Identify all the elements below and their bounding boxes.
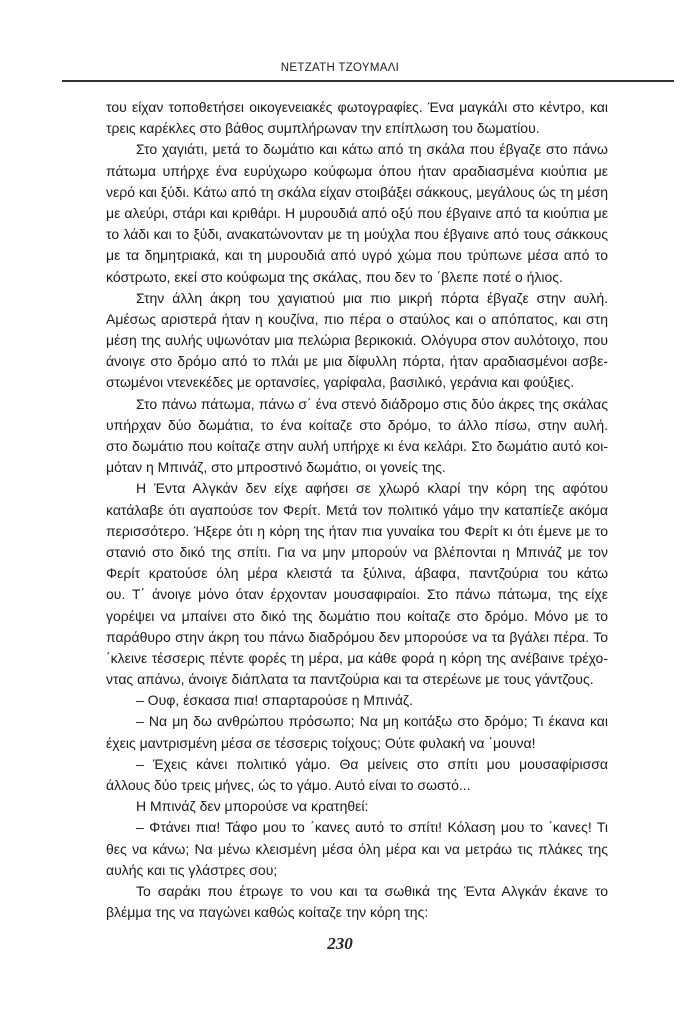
running-header: ΝΕΤΖΑΤΗ ΤΖΟΥΜΑΛΙ	[280, 62, 400, 74]
text-line: γορέψει να μπαίνει στο δικό της δωμάτιο που κοίταζε στο δρόμο. Μόνο με το	[106, 607, 608, 624]
text-line: κατάλαβε ότι αγαπούσε τον Φερίτ. Μετά τον πολιτικό γάμο την καταπίεζε ακόμα	[106, 501, 608, 518]
text-line: υπήρχαν δύο δωμάτια, το ένα κοίταζε στο δρόμο, το άλλο πίσω, στην αυλή.	[106, 416, 608, 433]
text-line: βλέμμα της να παγώνει καθώς κοίταζε την κόρη της:	[106, 904, 429, 921]
text-line: Στο πάνω πάτωμα, πάνω σ΄ ένα στενό διάδρομο στις δύο άκρες της σκάλας	[136, 395, 608, 412]
text-line: ντας απάνω, άνοιγε διάπλατα τα παντζούρια και τα στερέωνε με τους γάντζους.	[106, 671, 594, 688]
page-number: 230	[327, 934, 353, 953]
text-line: στο δωμάτιο που κοίταζε στην αυλή υπήρχε κι ένα κελάρι. Στο δωμάτιο αυτό κοι-	[106, 438, 608, 454]
text-line: πάτωμα υπήρχε ένα ευρύχωρο κούφωμα όπου ήταν αραδιασμένα κιούπια με	[106, 162, 608, 179]
text-line: στανιό στο δικό της σπίτι. Για να μην μπορούν να βλέπονται η Μπινάζ με τον	[106, 543, 608, 560]
text-line: με αλεύρι, στάρι και κριθάρι. Η μυρουδιά από οξύ που έβγαινε από τα κιούπια με	[106, 204, 608, 221]
text-line: ΄κλεινε τέσσερις πέντε φορές τη μέρα, μα κάθε φορά η κόρη της ανέβαινε τρέχο-	[106, 649, 608, 666]
text-line: Στο χαγιάτι, μετά το δωμάτιο και κάτω από τη σκάλα που έβγαζε στο πάνω	[136, 141, 608, 158]
text-line: έχεις μαντρισμένη μέσα σε τέσσερις τοίχους; Ούτε φυλακή να ΄μουνα!	[106, 734, 536, 751]
text-line: θες να κάνω; Να μένω κλεισμένη μέσα όλη μέρα και να μετράω τις πλάκες της	[106, 840, 608, 857]
text-line: κόστρωτο, εκεί στο κούφωμα της σκάλας, που δεν το ΄βλεπε ποτέ ο ήλιος.	[106, 268, 563, 285]
text-line: Το σαράκι που έτρωγε το νου και τα σωθικά της Έντα Αλγκάν έκανε το	[136, 882, 608, 899]
body-text	[106, 97, 608, 923]
text-line: Η Μπινάζ δεν μπορούσε να κρατηθεί:	[136, 798, 369, 815]
header-rule	[62, 80, 674, 82]
text-line: – Να μη δω ανθρώπου πρόσωπο; Να μη κοιτάξω στο δρόμο; Τι έκανα και	[136, 713, 608, 730]
text-line: – Έχεις κάνει πολιτικό γάμο. Θα μείνεις στο σπίτι μου μουσαφίρισσα	[136, 755, 608, 772]
text-line: ου. Τ΄ άνοιγε μόνο όταν έρχονταν μουσαφιραίοι. Στο πάνω πάτωμα, της είχε	[106, 586, 608, 603]
text-line: τρεις καρέκλες στο βάθος συμπλήρωναν την επίπλωση του δωματίου.	[106, 120, 540, 137]
text-line: το λάδι και το ξύδι, ανακατώνονταν με τη μούχλα που έβγαινε από τους σάκκους	[106, 226, 608, 243]
text-line: – Ουφ, έσκασα πια! σπαρταρούσε η Μπινάζ.	[136, 692, 413, 709]
text-line: Στην άλλη άκρη του χαγιατιού μια πιο μικρή πόρτα έβγαζε στην αυλή.	[136, 289, 608, 306]
text-line: στωμένοι ντενεκέδες με ορτανσίες, γαρίφαλα, βασιλικό, γεράνια και φούξιες.	[106, 374, 575, 391]
text-line: μέση της αυλής υψωνόταν μια πελώρια βερικοκιά. Ολόγυρα στον αυλότοιχο, που	[106, 332, 608, 349]
text-line: Φερίτ κρατούσε όλη μέρα κλειστά τα ξύλινα, άβαφα, παντζούρια του κάτω	[106, 565, 608, 582]
text-line: – Φτάνει πια! Τάφο μου το ΄κανες αυτό το σπίτι! Κόλαση μου το ΄κανες! Τι	[136, 819, 608, 836]
text-line: περισσότερο. Ήξερε ότι η κόρη της ήταν πια γυναίκα του Φερίτ κι ότι έμενε με το	[106, 522, 608, 539]
text-line: νερό και ξύδι. Κάτω από τη σκάλα είχαν στοιβάξει σάκκους, μεγάλους ώς τη μέση	[106, 183, 608, 200]
text-line: αυλής και τις γλάστρες σου;	[106, 861, 278, 878]
text-line: του είχαν τοποθετήσει οικογενειακές φωτογραφίες. Ένα μαγκάλι στο κέντρο, και	[106, 99, 608, 115]
text-line: άνοιγε στο δρόμο από το πλάι με μια δίφυλλη πόρτα, ήταν αραδιασμένοι ασβε-	[106, 353, 608, 370]
text-line: με τα δημητριακά, και τη μυρουδιά από υγρό χώμα που τρύπωνε μέσα από το	[106, 247, 608, 264]
text-line: άλλους δύο τρεις μήνες, ώς το γάμο. Αυτό είναι το σωστό...	[106, 777, 471, 793]
text-line: μόταν η Μπινάζ, στο μπροστινό δωμάτιο, οι γονείς της.	[106, 459, 446, 476]
text-line: Η Έντα Αλγκάν δεν είχε αφήσει σε χλωρό κλαρί την κόρη της αφότου	[136, 480, 608, 497]
text-line: παράθυρο στην άκρη του πάνω διαδρόμου δεν μπορούσε να τα βγάλει πέρα. Το	[106, 628, 608, 645]
text-line: Αμέσως αριστερά ήταν η κουζίνα, πιο πέρα ο σταύλος και ο απόπατος, και στη	[106, 310, 608, 327]
